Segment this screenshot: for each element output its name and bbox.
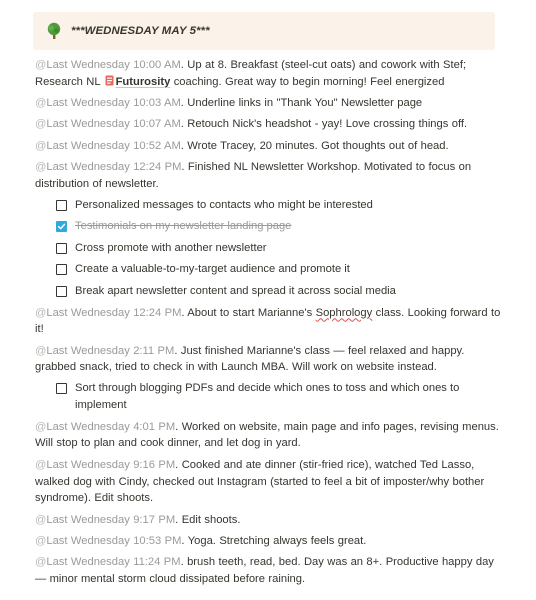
mention-at-sign: @ bbox=[35, 59, 47, 71]
todo-checkbox-checked[interactable] bbox=[56, 221, 67, 232]
date-mention[interactable]: Last Wednesday 10:00 AM bbox=[46, 59, 181, 71]
date-mention[interactable]: Last Wednesday 12:24 PM bbox=[46, 306, 182, 319]
log-entry[interactable] bbox=[35, 305, 505, 339]
mention-at-sign: @ bbox=[35, 306, 47, 319]
log-entry[interactable] bbox=[35, 138, 505, 155]
todo-label: Break apart newsletter content and spread it across social media bbox=[75, 284, 396, 297]
date-mention[interactable]: Last Wednesday 2:11 PM bbox=[46, 344, 175, 357]
log-entry[interactable] bbox=[35, 457, 505, 507]
todo-item[interactable] bbox=[56, 283, 505, 300]
check-icon bbox=[57, 222, 66, 231]
todo-item[interactable] bbox=[56, 218, 505, 235]
entry-text: . Up at 8. Breakfast (steel-cut oats) and cowork with Stef; Research NL bbox=[35, 59, 467, 88]
date-mention[interactable]: Last Wednesday 10:53 PM bbox=[46, 534, 182, 547]
todo-checkbox[interactable] bbox=[56, 286, 67, 297]
entry-text: coaching. Great way to begin morning! Feel energized bbox=[170, 75, 445, 88]
entry-text: . Edit shoots. bbox=[175, 513, 241, 526]
todo-item[interactable] bbox=[56, 197, 505, 214]
entry-text: . Cooked and ate dinner (stir-fried rice), watched Ted Lasso, walked dog with Cindy, checked out Instagram (started to feel a bit of imposter/why bother syndrome). Edit shoots. bbox=[35, 458, 485, 505]
date-mention[interactable]: Last Wednesday 9:16 PM bbox=[46, 458, 176, 471]
mention-at-sign: @ bbox=[35, 139, 47, 152]
entry-text: . Underline links in "Thank You" Newsletter page bbox=[180, 97, 423, 110]
day-callout[interactable] bbox=[33, 12, 495, 50]
todo-label: Create a valuable-to-my-target audience and promote it bbox=[75, 263, 350, 276]
date-mention[interactable]: Last Wednesday 10:52 AM bbox=[46, 139, 181, 152]
todo-checkbox[interactable] bbox=[56, 243, 67, 254]
date-mention[interactable]: Last Wednesday 11:24 PM bbox=[46, 556, 181, 569]
log-entry[interactable] bbox=[35, 95, 505, 112]
futurosity-link[interactable]: Futurosity bbox=[115, 75, 171, 88]
entry-text: . Yoga. Stretching always feels great. bbox=[181, 534, 367, 547]
page-title: ***WEDNESDAY MAY 5*** bbox=[71, 25, 210, 37]
mention-at-sign: @ bbox=[35, 344, 47, 357]
mention-at-sign: @ bbox=[35, 97, 47, 110]
misspelled-word: Sophrology bbox=[315, 306, 373, 319]
mention-at-sign: @ bbox=[35, 118, 47, 131]
log-entry[interactable] bbox=[35, 554, 505, 588]
date-mention[interactable]: Last Wednesday 10:07 AM bbox=[46, 118, 181, 131]
mention-at-sign: @ bbox=[35, 556, 47, 569]
log-entry[interactable] bbox=[35, 159, 505, 193]
log-entry[interactable] bbox=[35, 419, 505, 453]
mention-at-sign: @ bbox=[35, 534, 47, 547]
log-entry[interactable] bbox=[35, 512, 505, 529]
todo-item[interactable] bbox=[56, 261, 505, 278]
mention-at-sign: @ bbox=[35, 458, 47, 471]
entry-text: . Finished NL Newsletter Workshop. Motivated to focus on distribution of newsletter. bbox=[35, 160, 472, 190]
todo-label: Cross promote with another newsletter bbox=[75, 241, 267, 254]
entry-text: . About to start Marianne's bbox=[181, 306, 316, 319]
todo-checkbox[interactable] bbox=[56, 383, 67, 394]
entry-text: class. Looking forward to it! bbox=[35, 306, 501, 336]
todo-label: Personalized messages to contacts who might be interested bbox=[75, 198, 373, 211]
date-mention[interactable]: Last Wednesday 10:03 AM bbox=[46, 97, 181, 110]
tree-icon bbox=[44, 21, 64, 41]
date-mention[interactable]: Last Wednesday 4:01 PM bbox=[46, 420, 176, 433]
mention-at-sign: @ bbox=[35, 420, 47, 433]
entry-text: . Wrote Tracey, 20 minutes. Got thoughts out of head. bbox=[180, 139, 449, 152]
todo-checkbox[interactable] bbox=[56, 200, 67, 211]
log-entry[interactable] bbox=[35, 57, 505, 91]
todo-item[interactable] bbox=[56, 380, 505, 414]
log-entry[interactable] bbox=[35, 343, 505, 377]
log-entry[interactable] bbox=[35, 116, 505, 133]
log-entry[interactable] bbox=[35, 533, 505, 550]
entry-text: . brush teeth, read, bed. Day was an 8+. Productive happy day — minor mental storm cloud dissipated before raining. bbox=[35, 556, 494, 585]
mention-at-sign: @ bbox=[35, 513, 47, 526]
page-link-icon bbox=[105, 75, 114, 86]
date-mention[interactable]: Last Wednesday 12:24 PM bbox=[46, 160, 182, 173]
entry-text: . Worked on website, main page and info pages, revising menus. Will stop to plan and cook dinner, and let dog in yard. bbox=[35, 420, 499, 450]
todo-label: Testimonials on my newsletter landing page bbox=[75, 220, 292, 233]
todo-item[interactable] bbox=[56, 240, 505, 257]
journal-content bbox=[35, 50, 505, 592]
mention-at-sign: @ bbox=[35, 160, 47, 173]
entry-text: . Just finished Marianne's class — feel relaxed and happy. grabbed snack, tried to check in with Launch MBA. Will work on website instead. bbox=[35, 344, 465, 374]
date-mention[interactable]: Last Wednesday 9:17 PM bbox=[46, 513, 176, 526]
todo-label: Sort through blogging PDFs and decide which ones to toss and which ones to implement bbox=[75, 382, 460, 412]
entry-text: . Retouch Nick's headshot - yay! Love crossing things off. bbox=[180, 118, 468, 131]
todo-checkbox[interactable] bbox=[56, 264, 67, 275]
